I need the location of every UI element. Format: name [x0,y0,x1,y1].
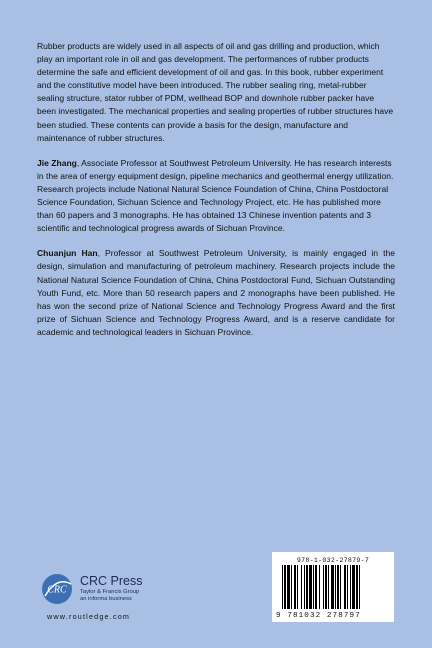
publisher-website: www.routledge.com [47,612,131,621]
publisher-name: CRC Press [80,574,143,588]
author-bio-text: , Associate Professor at Southwest Petroleum University. He has research interests in the area of energy equipment design, pipeline mechanics and geothermal energy utilization. Research projects include National Natural Science Foundation of China, China Postdoctoral Science Foundation, Sichuan Science and Technology Project, etc. He has published more than 60 papers and 3 monographs. He has obtained 13 Chinese invention patents and 3 scientific and technological progress awards of Sichuan Province. [37,157,394,234]
book-description: Rubber products are widely used in all aspects of oil and gas drilling and production, which play an important role in oil and gas development. The performances of rubber products determine the safe and efficient development of oil and gas. In this book, rubber experiment and the constitutive model have been introduced. The rubber sealing ring, metal-rubber sealing structure, stator rubber of PDM, wellhead BOP and downhole rubber packer have been investigated. The mechanical properties and sealing properties of rubber structures have been studied. These contents can provide a basis for the design, manufacture and maintenance of rubber structures. [37,41,394,143]
author-bio-1 [37,157,395,236]
publisher-tagline: an informa business [80,596,132,602]
logo-text: CRC [47,584,67,596]
barcode-digits: 9 781032 278797 [276,612,361,620]
author-name: Jie Zhang [37,157,77,168]
barcode-bars [278,565,388,611]
publisher-group: Taylor & Francis Group [80,589,140,595]
isbn-number: 978-1-032-27879-7 [296,557,370,564]
author-bio-2 [37,247,395,339]
crc-press-logo-icon [40,572,74,606]
author-bio-text: , Professor at Southwest Petroleum University, is mainly engaged in the design, simulation and manufacturing of petroleum machinery. Research projects include the National Natural Science Foundation of China, China Postdoctoral Fund, Sichuan Outstanding Youth Fund, etc. More than 50 research papers and 2 monographs have been published. He has won the second prize of National Science and Technology Progress Award and the first prize of Sichuan Science and Technology Progress Award, and is a reserve candidate for academic and technological leaders in Sichuan Province. [37,248,395,337]
author-name: Chuanjun Han [37,248,98,259]
back-cover-text [37,40,395,351]
isbn-barcode [272,552,394,622]
